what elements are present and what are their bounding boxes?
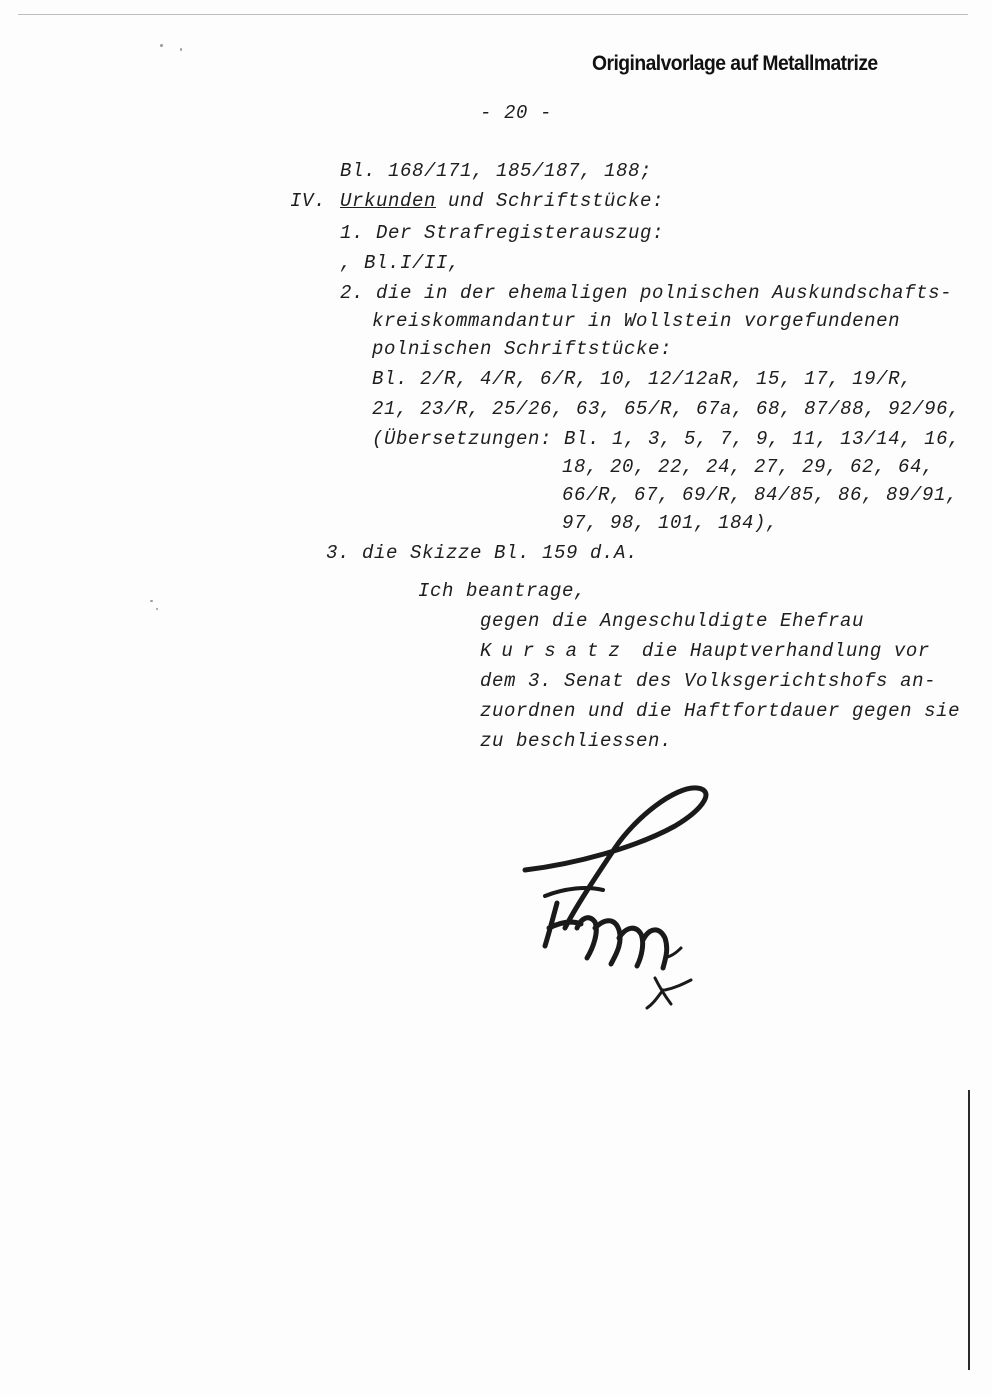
text-line: 2. die in der ehemaligen polnischen Auskundschafts- [340, 282, 953, 304]
text-line: 97, 98, 101, 184), [562, 512, 779, 534]
text-line [480, 640, 930, 662]
section-number: IV. [290, 190, 327, 212]
text-line: dem 3. Senat des Volksgerichtshofs an- [480, 670, 937, 692]
scan-speck [160, 44, 163, 47]
scan-speck [150, 600, 153, 602]
text-line: , Bl.I/II, [340, 252, 461, 274]
text-line: 18, 20, 22, 24, 27, 29, 62, 64, [562, 456, 935, 478]
text-line: 66/R, 67, 69/R, 84/85, 86, 89/91, [562, 484, 959, 506]
text-line: (Übersetzungen: Bl. 1, 3, 5, 7, 9, 11, 13/14, 16, [372, 428, 961, 450]
text-line: Bl. 2/R, 4/R, 6/R, 10, 12/12aR, 15, 17, 19/R, [372, 368, 913, 390]
text-line: zu beschliessen. [480, 730, 673, 752]
scan-border-right [968, 1090, 970, 1370]
handwritten-signature [515, 778, 725, 1018]
text-line: gegen die Angeschuldigte Ehefrau [480, 610, 865, 632]
line-rest: die Hauptverhandlung vor [629, 640, 930, 662]
header-stamp: Originalvorlage auf Metallmatrize [592, 52, 878, 75]
text-line: 3. die Skizze Bl. 159 d.A. [326, 542, 639, 564]
page-number: - 20 - [480, 102, 553, 124]
text-line: 21, 23/R, 25/26, 63, 65/R, 67a, 68, 87/88, 92/96, [372, 398, 961, 420]
scan-speck [180, 48, 182, 51]
defendant-name: Kursatz [480, 640, 630, 662]
text-line: zuordnen und die Haftfortdauer gegen sie [480, 700, 961, 722]
text-line: 1. Der Strafregisterauszug: [340, 222, 665, 244]
heading-rest: und Schriftstücke: [436, 190, 665, 212]
underlined-word: Urkunden [340, 190, 437, 212]
text-line: polnischen Schriftstücke: [372, 338, 673, 360]
section-heading [340, 190, 664, 212]
text-line: Ich beantrage, [418, 580, 587, 602]
text-line: Bl. 168/171, 185/187, 188; [340, 160, 653, 182]
scan-speck [156, 608, 158, 610]
scan-border-top [18, 14, 968, 15]
text-line: kreiskommandantur in Wollstein vorgefundenen [372, 310, 901, 332]
